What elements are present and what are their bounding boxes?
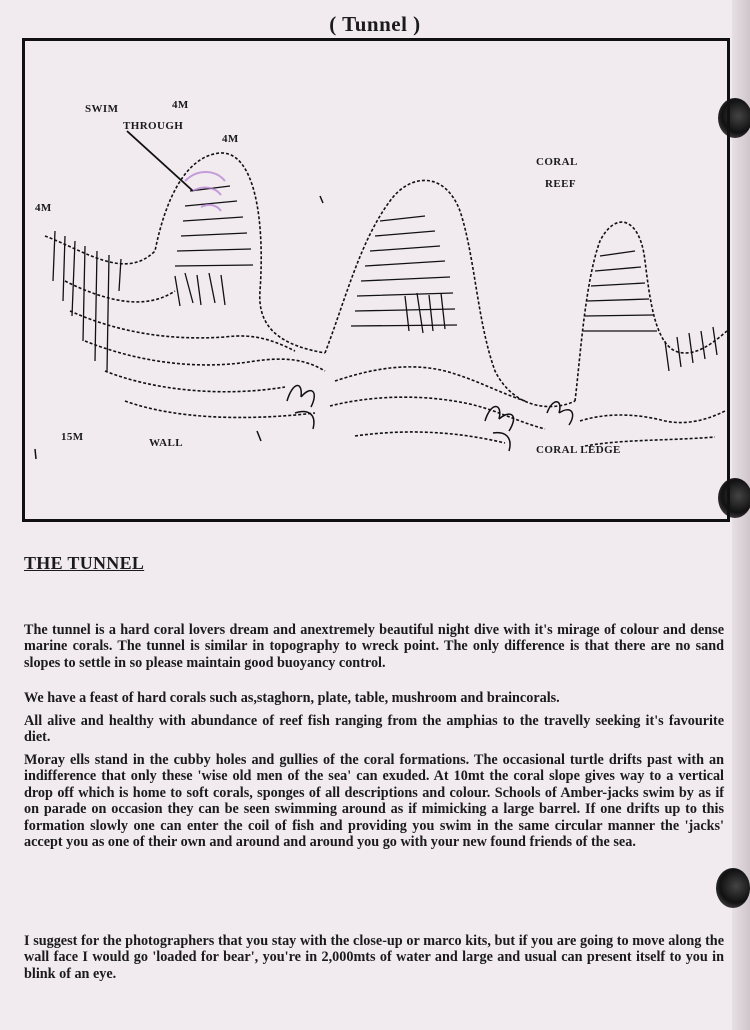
reef-peak-middle — [325, 180, 575, 443]
page-title: ( Tunnel ) — [329, 12, 421, 36]
binder-hole-bottom — [716, 868, 750, 908]
paragraph-hard-corals: We have a feast of hard corals such as,staghorn, plate, table, mushroom and braincorals. — [24, 690, 560, 706]
reef-peak-right — [575, 222, 727, 446]
paragraph-reef-fish: All alive and healthy with abundance of reef fish ranging from the amphias to the travelly seeking it's favourite diet. — [24, 713, 724, 746]
paragraph-photographers: I suggest for the photographers that you stay with the close-up or marco kits, but if you are going to move along the wall face I would go 'loaded for bear', you're in 2,000mts of water and large and usual can present itself to you in blink of an eye. — [24, 933, 724, 982]
label-depth-4m-top: 4M — [172, 99, 189, 111]
dive-site-diagram — [22, 38, 730, 522]
label-through: THROUGH — [123, 120, 184, 132]
reef-peak-right-hatch — [583, 251, 717, 371]
paragraph-moray-eels: Moray ells stand in the cubby holes and gullies of the coral formations. The occasional turtle drifts past with an indifference that only these 'wise old men of the sea' can exuded. At 10mt the coral slope gives way to a vertical drop off which is home to soft corals, sponges of all descriptions and colour. Schools of Amber-jacks swim by as if on parade on occasion they can be seen swimming around as if mimicking a large barrel. If one drifts up to this formation slowly one can enter the coil of fish and providing you swim in the same circular manner the 'jacks' accept you as one of their own and around and around you go with your new found friends of the sea. — [24, 752, 724, 851]
label-wall: WALL — [149, 437, 183, 449]
label-depth-4m-left: 4M — [35, 202, 52, 214]
diagram-tick-marks — [35, 196, 323, 459]
section-heading: THE TUNNEL — [24, 553, 145, 573]
reef-peak-left-hatch — [53, 186, 253, 371]
paragraph-intro: The tunnel is a hard coral lovers dream and anextremely beautiful night dive with it's mirage of colour and dense marine corals. The tunnel is similar in topography to wreck point. The only difference is that there are no sand slopes to settle in so please maintain good buoyancy control. — [24, 622, 724, 671]
coral-ledge-branches — [287, 385, 573, 451]
label-swim: SWIM — [85, 103, 119, 115]
swim-through-arrow — [127, 131, 193, 191]
reef-peak-left — [45, 153, 325, 418]
label-depth-15m: 15M — [61, 431, 84, 443]
label-depth-4m-peak: 4M — [222, 133, 239, 145]
label-coral-ledge: CORAL LEDGE — [536, 444, 621, 456]
reef-peak-middle-hatch — [351, 216, 457, 333]
reef-profile-drawing — [25, 41, 727, 519]
label-coral: CORAL — [536, 156, 578, 168]
label-reef: REEF — [545, 178, 576, 190]
